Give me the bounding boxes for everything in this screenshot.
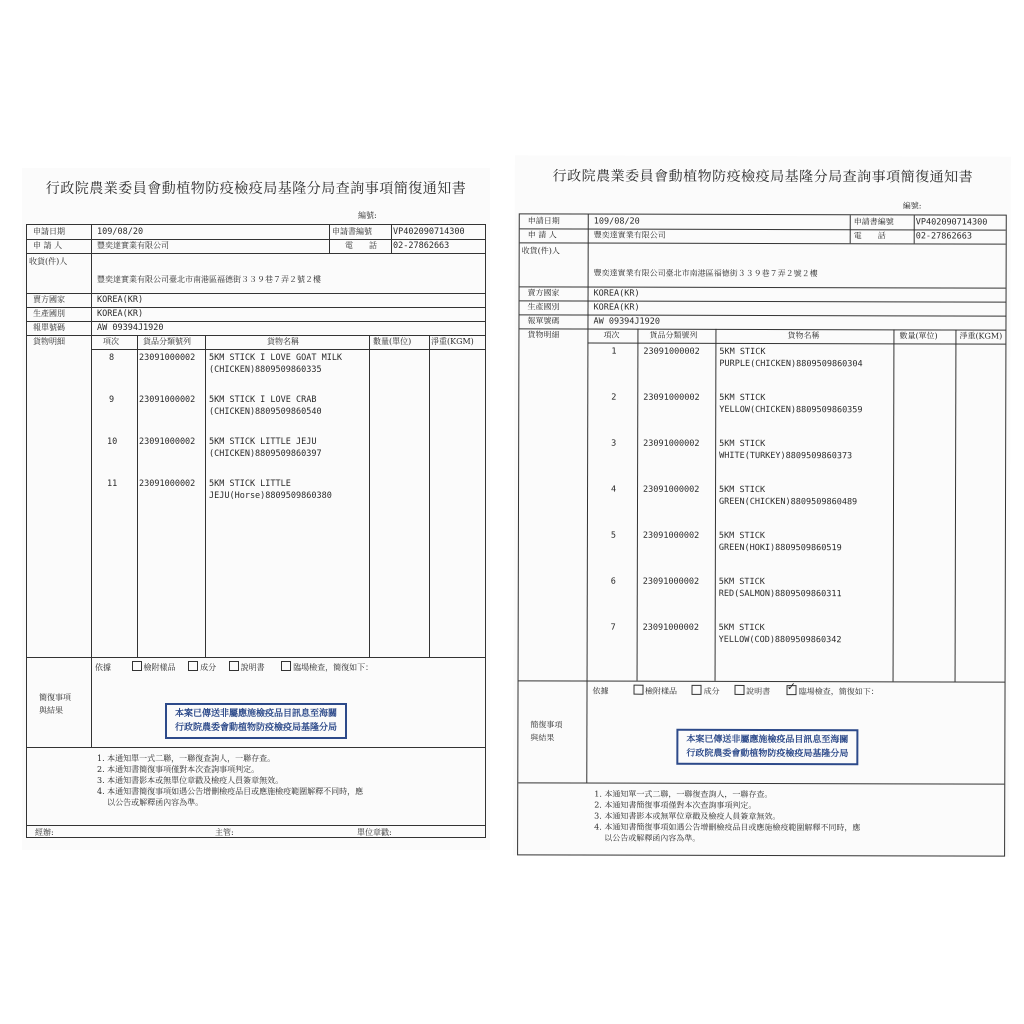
consignee-value: 豐奕達實業有限公司臺北市南港區福德街３３９巷７弄２號２樓	[593, 268, 818, 279]
note-item: 4. 本通知書簡復事項如遇公告增刪檢疫品目或應施檢疫範圍解釋不同時，應	[97, 787, 364, 796]
row-name-line2: YELLOW(CHICKEN)8809509860359	[719, 404, 863, 416]
row-code: 23091000002	[643, 438, 700, 449]
row-name-line1: 5KM STICK I LOVE GOAT MILK	[209, 353, 343, 363]
row-name-line1: 5KM STICK	[718, 622, 765, 634]
row-name-line2: (CHICKEN)8809509860397	[209, 449, 322, 459]
manual-checkbox[interactable]	[734, 685, 744, 695]
note-item: 以公告或解釋函內容為準。	[97, 798, 204, 807]
apply-no-label: 申請書編號	[332, 227, 372, 236]
declaration-no-value: AW 09394J1920	[593, 316, 661, 327]
goods-detail-label: 貨物明細	[33, 337, 65, 346]
stamp-line-2: 行政院農委會動植物防疫檢疫局基隆分局	[175, 723, 338, 733]
col-header-weight: 淨重(KGM)	[959, 331, 1003, 341]
apply-no-label: 申請書編號	[853, 217, 894, 227]
sample-option-label: 檢附樣品	[645, 686, 678, 696]
applicant-value: 豐奕達實業有限公司	[593, 230, 666, 240]
note-item: 以公告或解釋函內容為準。	[594, 833, 701, 843]
row-name-line2: GREEN(HOKI)8809509860519	[718, 542, 842, 554]
ingredient-option-label: 成分	[703, 686, 720, 696]
sample-option-label: 檢附樣品	[143, 663, 176, 672]
document-title: 行政院農業委員會動植物防疫檢疫局基隆分局查詢事項簡復通知書	[552, 168, 974, 186]
applicant-value: 豐奕達實業有限公司	[97, 241, 169, 250]
declaration-no-label: 報單號碼	[527, 316, 560, 326]
apply-no-value: VP402090714300	[915, 217, 988, 228]
sample-checkbox[interactable]	[633, 685, 643, 695]
row-no: 1	[611, 346, 617, 357]
row-no: 8	[109, 353, 115, 363]
phone-value: 02-27862663	[915, 231, 973, 242]
col-header-code: 貨品分類號列	[143, 337, 191, 346]
note-item: 2. 本通知書簡復事項僅對本次查詢事項判定。	[594, 800, 757, 810]
row-code: 23091000002	[643, 484, 700, 495]
apply-date-value: 109/08/20	[593, 216, 640, 227]
consignee-label: 收貨(件)人	[521, 246, 560, 256]
stamp-line-1: 本案已傳送非屬應施檢疫品目訊息至海關	[175, 709, 338, 719]
phone-label: 電 話	[345, 241, 377, 250]
manual-option-label: 說明書	[746, 686, 771, 697]
col-header-name: 貨物名稱	[787, 331, 820, 341]
phone-label: 電 話	[853, 231, 886, 241]
origin-country-value: KOREA(KR)	[593, 302, 640, 313]
handler-label: 經辦:	[35, 828, 54, 837]
basis-label: 依據	[592, 686, 609, 696]
manual-option-label: 說明書	[240, 663, 265, 672]
declaration-no-label: 報單號碼	[33, 323, 65, 332]
row-name-line2: PURPLE(CHICKEN)8809509860304	[719, 358, 863, 370]
consignee-label: 收貨(件)人	[29, 257, 68, 266]
goods-detail-label: 貨物明細	[527, 330, 560, 340]
row-name-line2: YELLOW(COD)8809509860342	[718, 634, 842, 646]
row-no: 4	[611, 484, 617, 495]
check-mark-icon: ✓	[786, 680, 796, 694]
note-item: 1. 本通知單一式二聯，一聯復查詢人，一聯存查。	[594, 789, 773, 800]
note-item: 4. 本通知書簡復事項如遇公告增刪檢疫品目或應施檢疫範圍解釋不同時，應	[594, 822, 861, 833]
row-code: 23091000002	[642, 622, 699, 633]
note-item: 3. 本通知書影本或無單位章戳及檢疫人員簽章無效。	[594, 811, 781, 822]
applicant-label: 申 請 人	[527, 230, 557, 240]
serial-label: 編號:	[902, 201, 922, 211]
row-code: 23091000002	[643, 346, 700, 357]
declaration-no-value: AW 09394J1920	[97, 323, 164, 333]
seller-country-value: KOREA(KR)	[97, 295, 144, 305]
row-no: 6	[610, 576, 616, 587]
seller-country-value: KOREA(KR)	[593, 288, 640, 299]
col-header-qty: 數量(單位)	[373, 337, 412, 346]
sample-checkbox[interactable]	[132, 661, 142, 671]
basis-label: 依據	[95, 663, 111, 672]
row-name-line1: 5KM STICK	[719, 484, 766, 496]
serial-label: 編號:	[358, 211, 377, 220]
form-frame	[26, 224, 486, 838]
notes-list	[97, 753, 363, 808]
row-no: 7	[610, 622, 616, 633]
row-name-line1: 5KM STICK	[719, 438, 766, 450]
col-header-code: 貨品分類號列	[649, 330, 698, 340]
inspection-option-label: 臨場檢查，簡復如下：	[293, 663, 374, 672]
row-name-line1: 5KM STICK	[719, 346, 766, 358]
seller-country-label: 賣方國家	[33, 295, 65, 304]
row-no: 9	[109, 395, 115, 405]
notes-list	[594, 789, 860, 845]
row-code: 23091000002	[643, 392, 700, 403]
ingredient-checkbox[interactable]	[188, 661, 198, 671]
applicant-label: 申 請 人	[33, 241, 63, 250]
ingredient-option-label: 成分	[200, 663, 217, 672]
row-name-line2: (CHICKEN)8809509860335	[209, 365, 322, 375]
origin-country-value: KOREA(KR)	[97, 309, 144, 319]
row-name-line1: 5KM STICK LITTLE JEJU	[209, 437, 317, 447]
col-header-no: 項次	[603, 330, 620, 340]
row-code: 23091000002	[139, 395, 196, 405]
note-item: 1. 本通知單一式二聯，一聯復查詢人，一聯存查。	[97, 754, 276, 763]
ingredient-checkbox[interactable]	[692, 685, 702, 695]
apply-date-label: 申請日期	[527, 216, 560, 226]
consignee-value: 豐奕達實業有限公司臺北市南港區福德街３３９巷７弄２號２樓	[97, 275, 321, 284]
notice-document-left	[22, 168, 490, 850]
origin-country-label: 生產國別	[527, 302, 560, 312]
form-frame	[517, 213, 1007, 856]
customs-stamp	[676, 729, 858, 765]
row-code: 23091000002	[139, 353, 196, 363]
notice-document-right	[513, 155, 1011, 856]
inspection-checkbox[interactable]	[786, 680, 797, 695]
row-name-line1: 5KM STICK	[718, 530, 765, 542]
reply-items-label: 簡復事項 與結果	[530, 720, 563, 743]
note-item: 3. 本通知書影本或無單位章戳及檢疫人員簽章無效。	[97, 776, 284, 785]
basis-row	[592, 680, 879, 698]
stamp-line-2: 行政院農委會動植物防疫檢疫局基隆分局	[686, 748, 849, 760]
col-header-weight: 淨重(KGM)	[431, 337, 474, 346]
row-no: 10	[107, 437, 118, 447]
document-title: 行政院農業委員會動植物防疫檢疫局基隆分局查詢事項簡復通知書	[45, 181, 467, 197]
note-item: 2. 本通知書簡復事項僅對本次查詢事項判定。	[97, 765, 260, 774]
supervisor-label: 主管:	[215, 828, 234, 837]
col-header-name: 貨物名稱	[267, 337, 299, 346]
inspection-option-label: 臨場檢查，簡復如下：	[798, 687, 879, 697]
seller-country-label: 賣方國家	[527, 288, 560, 298]
row-no: 5	[610, 530, 617, 541]
row-name-line2: WHITE(TURKEY)8809509860373	[719, 450, 853, 462]
manual-checkbox[interactable]	[229, 661, 239, 671]
row-name-line1: 5KM STICK	[719, 392, 766, 404]
row-code: 23091000002	[139, 437, 196, 447]
inspection-checkbox[interactable]	[281, 661, 291, 671]
row-name-line1: 5KM STICK LITTLE	[209, 479, 291, 489]
row-name-line2: RED(SALMON)8809509860311	[718, 588, 842, 600]
row-no: 3	[611, 438, 617, 449]
reply-items-label: 簡復事項 與結果	[39, 693, 71, 715]
row-code: 23091000002	[139, 479, 196, 489]
customs-stamp	[165, 703, 347, 739]
apply-date-label: 申請日期	[33, 227, 65, 236]
row-name-line2: GREEN(CHICKEN)8809509860489	[718, 496, 858, 508]
row-name-line1: 5KM STICK	[718, 576, 765, 588]
basis-row	[95, 661, 373, 673]
row-name-line2: (CHICKEN)8809509860540	[209, 407, 322, 417]
col-header-qty: 數量(單位)	[899, 331, 938, 341]
apply-no-value: VP402090714300	[393, 227, 465, 237]
unit-stamp-label: 單位章戳:	[357, 828, 392, 837]
phone-value: 02-27862663	[393, 241, 450, 251]
row-code: 23091000002	[642, 576, 700, 587]
row-no: 11	[107, 479, 118, 489]
apply-date-value: 109/08/20	[97, 227, 144, 237]
row-name-line1: 5KM STICK I LOVE CRAB	[209, 395, 317, 405]
row-no: 2	[611, 392, 617, 403]
row-code: 23091000002	[642, 530, 700, 541]
origin-country-label: 生產國別	[33, 309, 65, 318]
col-header-no: 項次	[103, 337, 119, 346]
stamp-line-1: 本案已傳送非屬應施檢疫品目訊息至海關	[686, 734, 849, 746]
row-name-line2: JEJU(Horse)8809509860380	[209, 491, 332, 501]
